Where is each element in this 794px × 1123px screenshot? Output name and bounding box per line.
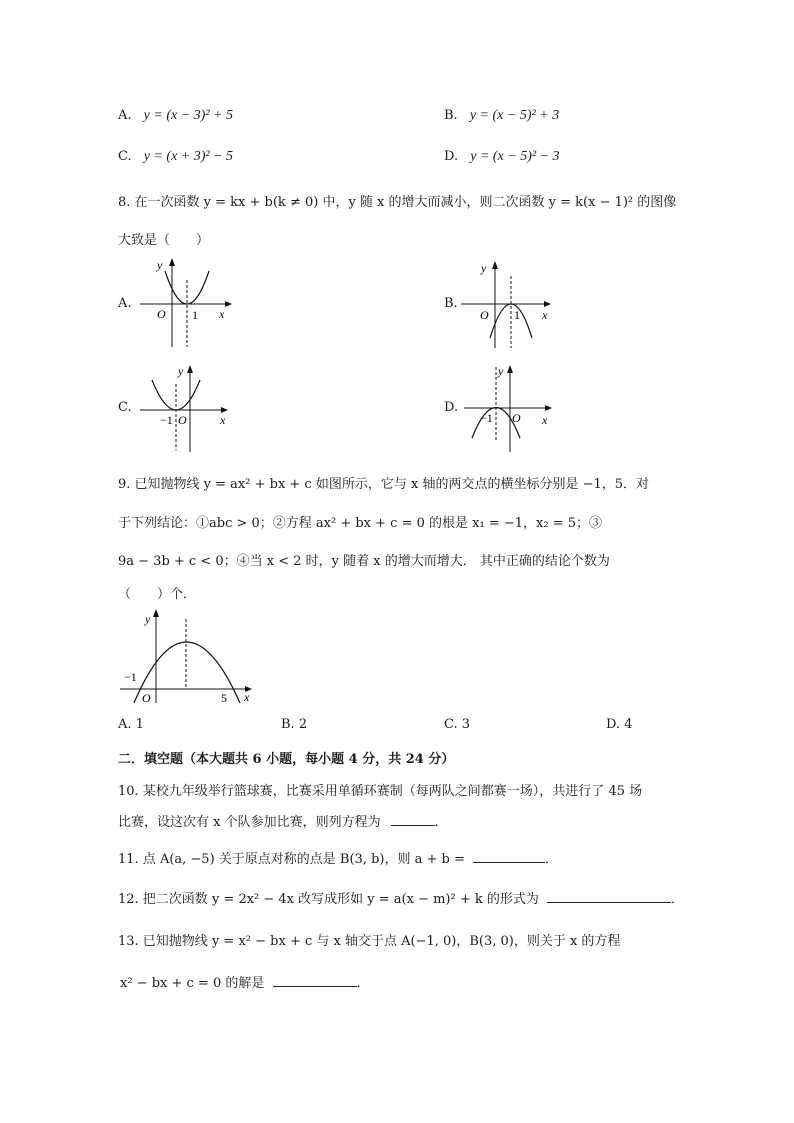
y-axis-arrow [187,365,193,373]
left-root-label: −1 [124,670,137,684]
x-axis-label: x [244,690,250,704]
tick-label: −1 [160,413,173,427]
y-axis-label: y [481,261,487,275]
y-axis-label: y [145,612,151,626]
q12-stem: 12. 把二次函数 y = 2x² − 4x 改写成形如 y = a(x − m)² + k 的形式为 ． [118,888,684,907]
q8-option-b-label: B. [444,296,458,311]
q8-stem-line1: 8. 在一次函数 y = kx + b(k ≠ 0) 中，y 随 x 的增大而减小，则二次函数 y = k(x − 1)² 的图像 [118,195,677,210]
q13-stem-line1: 13. 已知抛物线 y = x² − bx + c 与 x 轴交于点 A(−1, 0)，B(3, 0)，则关于 x 的方程 [118,934,621,949]
right-root-label: 5 [221,691,227,705]
q9-stem-line1: 9. 已知抛物线 y = ax² + bx + c 如图所示，它与 x 轴的两交点的横坐标分别是 −1，5．对 [118,477,650,492]
q9-choice-c: C. 3 [444,717,471,732]
q8-graph-b [459,258,559,353]
x-axis-label: x [542,413,548,427]
q11-stem: 11. 点 A(a, −5) 关于原点对称的点是 B(3, b)，则 a + b = ． [118,848,558,867]
x-axis-arrow [545,405,552,411]
origin-label: O [512,411,521,425]
y-axis-arrow [492,261,498,269]
origin-label: O [480,308,489,322]
y-axis-arrow [169,258,175,266]
q7-choice-c: C. y = (x + 3)² − 5 [118,149,234,164]
q8-graph-d [462,362,562,454]
q7-choice-a: A. y = (x − 3)² + 5 [118,108,233,123]
q8-graph-c [138,362,238,454]
x-axis-label: x [219,307,225,321]
q9-choice-d: D. 4 [606,717,633,732]
tick-label: 1 [192,308,198,322]
x-axis-arrow [225,301,232,307]
origin-label: O [142,691,151,705]
q12-answer-blank[interactable] [547,888,671,903]
q8-option-a-label: A. [118,296,132,311]
q9-stem-line2: 于下列结论：①abc > 0；②方程 ax² + bx + c = 0 的根是 x₁ = −1，x₂ = 5；③ [118,516,602,531]
q10-answer-blank[interactable] [391,811,435,826]
section-heading-fill-in: 二．填空题（本大题共 6 小题，每小题 4 分，共 24 分） [118,752,455,767]
q9-choice-a: A. 1 [118,717,144,732]
q13-stem-line2: x² − bx + c = 0 的解是 ． [120,972,370,991]
q7-choice-d: D. y = (x − 5)² − 3 [444,149,560,164]
y-axis-label: y [157,258,163,272]
y-axis-label: y [498,364,504,378]
x-axis-arrow [544,301,551,307]
origin-label: O [157,307,166,321]
q10-stem-line1: 10. 某校九年级举行篮球赛，比赛采用单循环赛制（每两队之间都赛一场），共进行了 45 场 [118,784,643,799]
tick-label: 1 [514,308,520,322]
x-axis-label: x [542,308,548,322]
q8-stem-line2: 大致是（ ） [118,233,210,248]
y-axis-label: y [178,364,184,378]
y-axis-arrow [153,609,159,617]
q9-parabola-graph [118,605,268,705]
q9-choice-b: B. 2 [281,717,308,732]
y-axis-arrow [507,365,513,373]
tick-label: −1 [480,411,493,425]
q10-stem-line2: 比赛，设这次有 x 个队参加比赛，则列方程为 ． [118,811,448,830]
q9-stem-line3: 9a − 3b + c < 0；④当 x < 2 时，y 随着 x 的增大而增大． 其中正确的结论个数为 [118,554,610,569]
x-axis-label: x [220,413,226,427]
q8-graph-a [135,255,245,350]
q7-choice-b: B. y = (x − 5)² + 3 [444,108,560,123]
q9-stem-line4: （ ）个． [118,587,197,602]
q8-option-d-label: D. [444,400,459,415]
q13-answer-blank[interactable] [273,972,357,987]
q11-answer-blank[interactable] [473,848,545,863]
q8-option-c-label: C. [118,400,132,415]
origin-label: O [178,413,187,427]
